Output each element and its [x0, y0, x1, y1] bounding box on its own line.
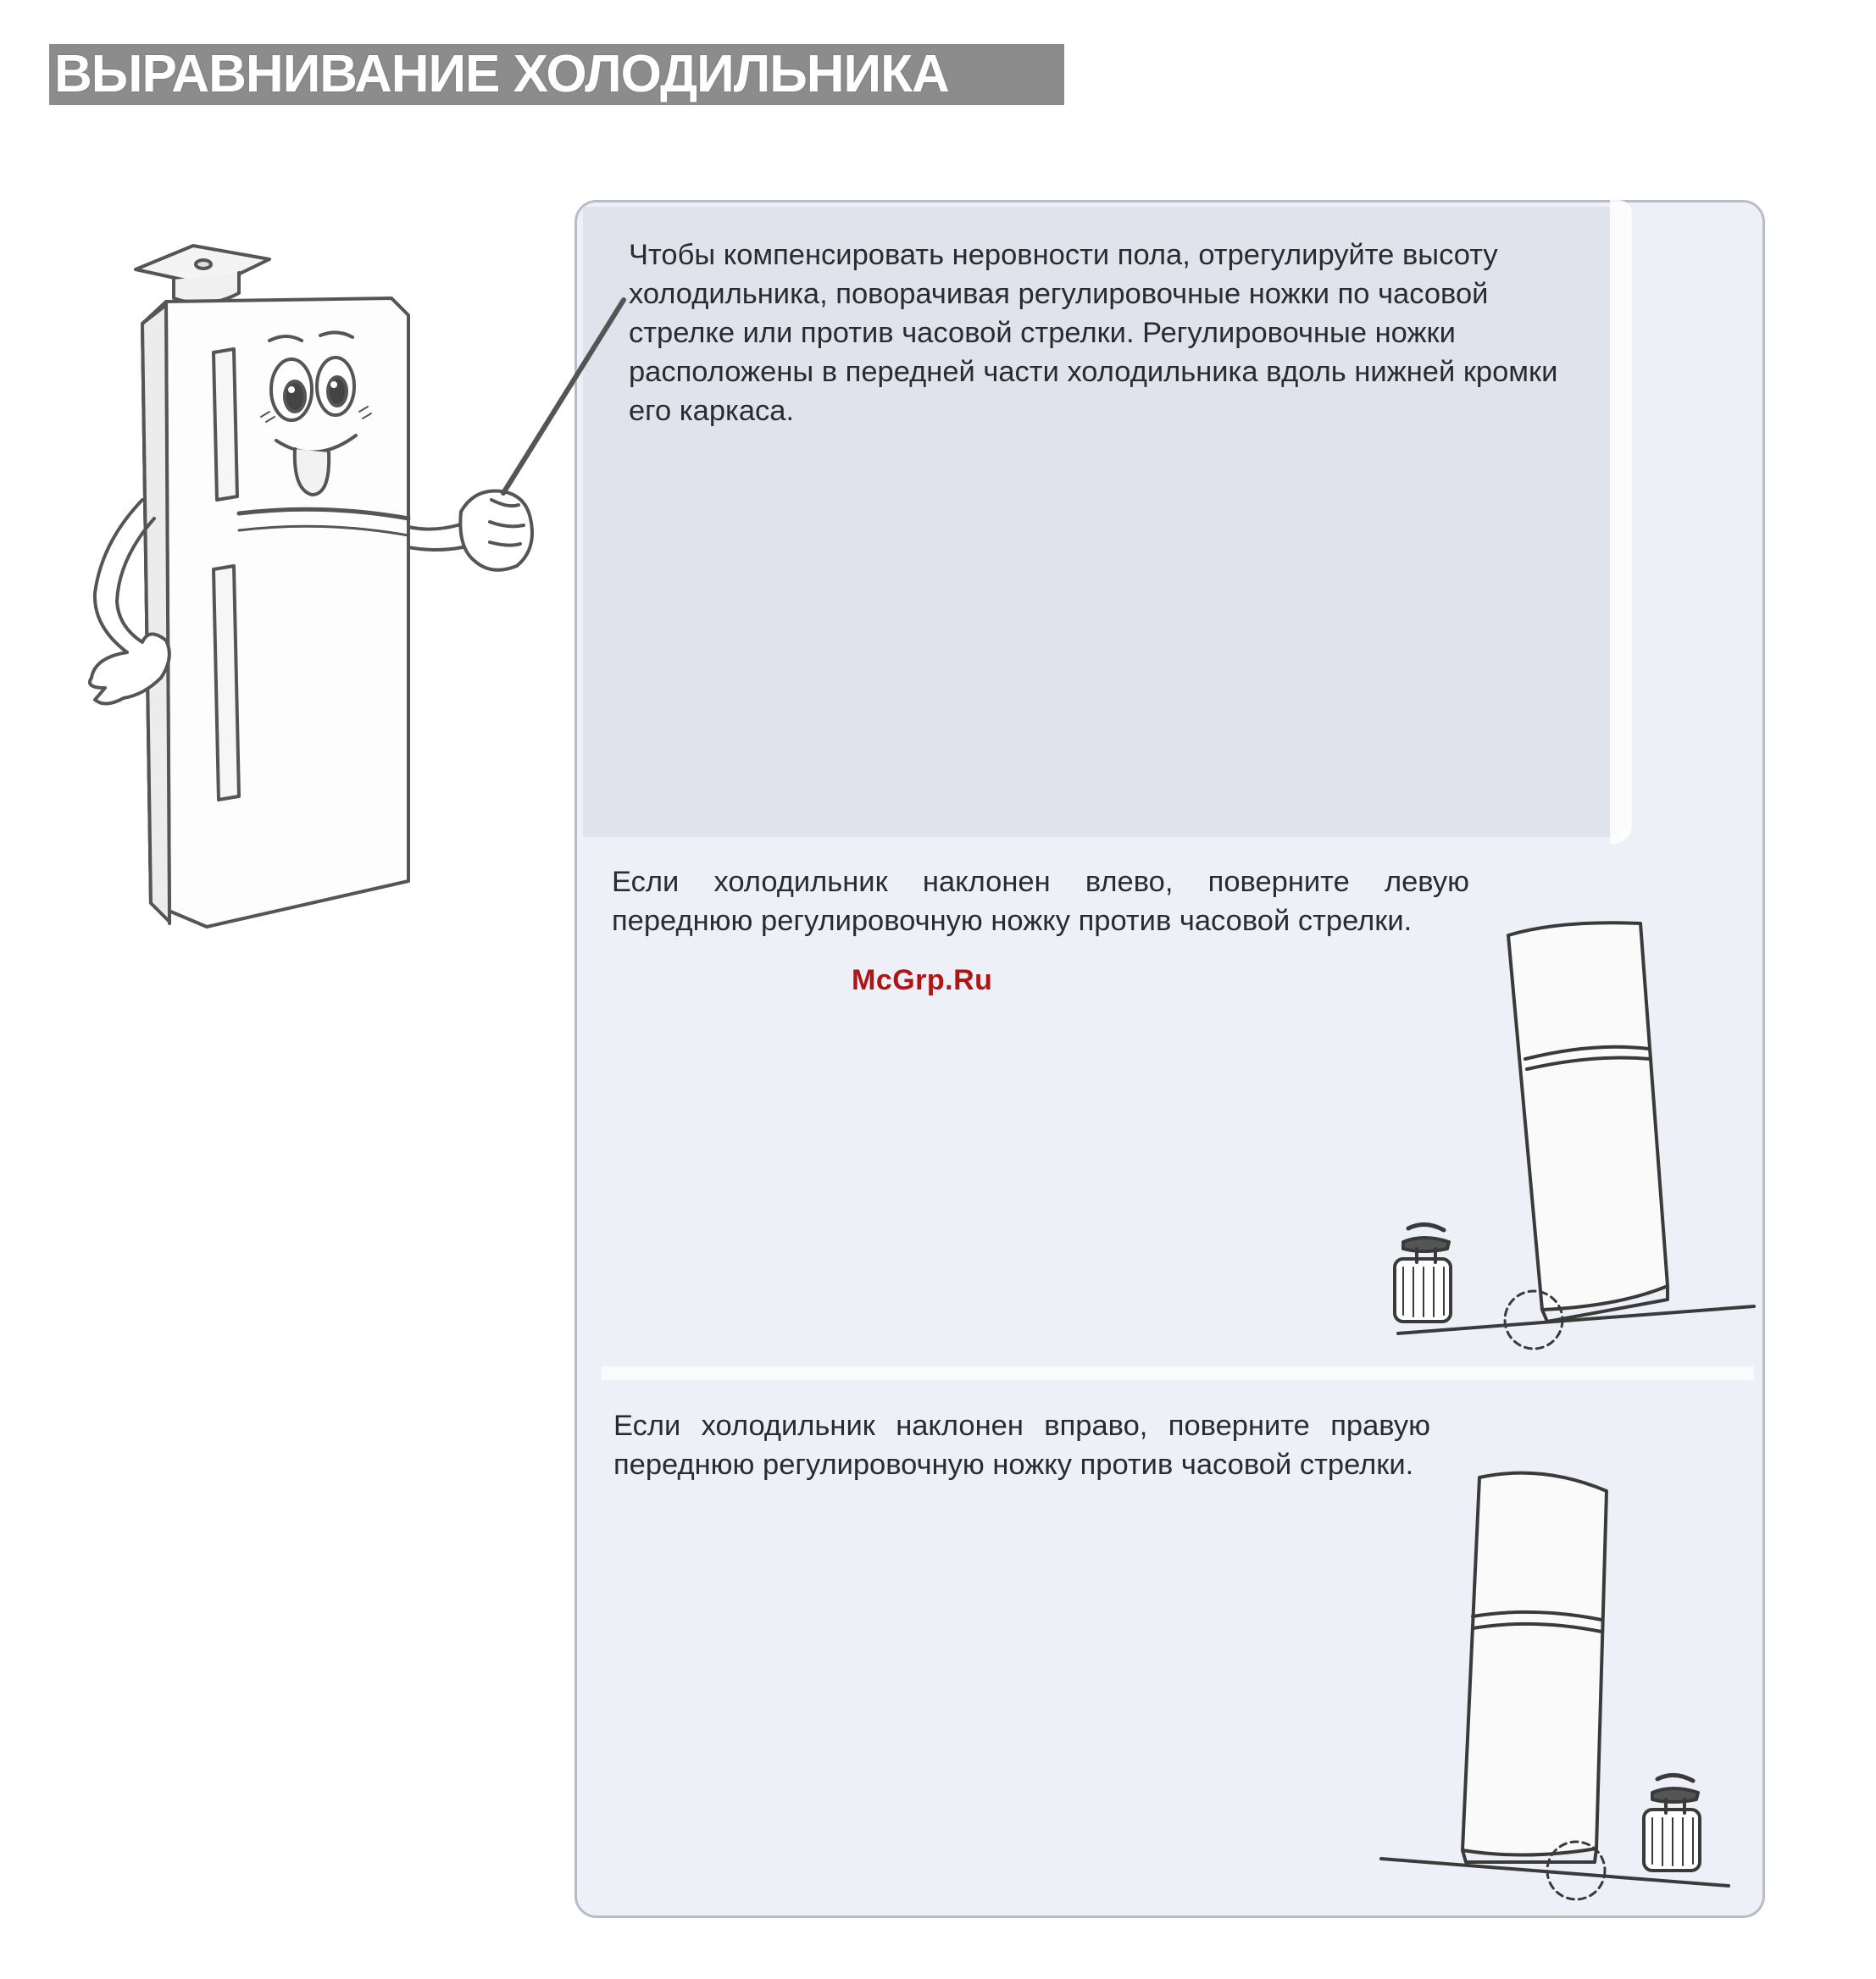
- watermark: McGrp.Ru: [852, 964, 993, 996]
- leveling-foot-icon: [1644, 1775, 1700, 1871]
- intro-paragraph: Чтобы компенсировать неровности пола, отрегулируйте высоту холодильника, поворачивая регулировочные ножки по часовой стрелке или против часовой стрелки. Регулировочные ножки расположены в передней части холодильника вдоль нижней кромки его каркаса.: [629, 239, 1558, 427]
- tilt-left-paragraph: Если холодильник наклонен влево, поверните левую переднюю регулировочную ножку против часовой стрелки.: [612, 866, 1469, 937]
- page-title: ВЫРАВНИВАНИЕ ХОЛОДИЛЬНИКА: [54, 45, 949, 103]
- tilt-right-paragraph: Если холодильник наклонен вправо, поверните правую переднюю регулировочную ножку против часовой стрелки.: [613, 1410, 1430, 1481]
